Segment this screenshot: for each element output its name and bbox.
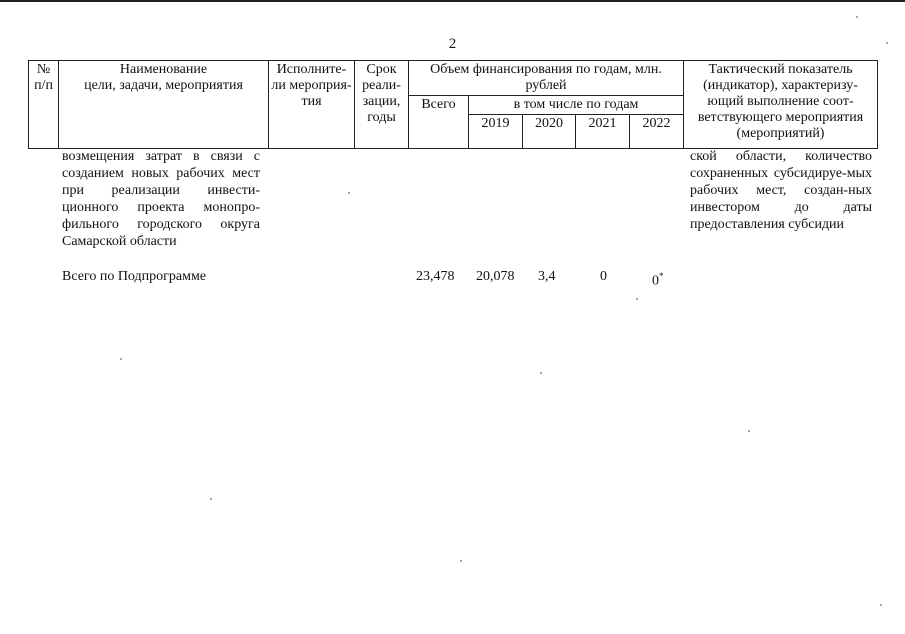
scan-speck: [120, 358, 122, 360]
total-row-label: Всего по Подпрограмме: [62, 269, 207, 284]
header-number: № п/п: [29, 61, 59, 149]
row-name-text: возмещения затрат в связи с созданием новых рабочих мест при реализации инвести-ционного проекта монопро-фильного городского округа Самарской области: [62, 149, 260, 249]
header-term: Срок реали-зации, годы: [355, 61, 409, 149]
scan-speck: [348, 192, 350, 194]
table-header: [28, 60, 878, 149]
total-row-total: 23,478: [416, 269, 455, 284]
scan-speck: [886, 42, 888, 44]
scan-speck: [880, 604, 882, 606]
total-row-2022-value: 0: [652, 273, 659, 289]
scan-speck: [460, 560, 462, 562]
total-row-2019: 20,078: [476, 269, 515, 284]
scan-speck: [748, 430, 750, 432]
header-year-2020: 2020: [523, 115, 576, 149]
total-row-2021: 0: [600, 269, 607, 284]
page-top-border: [0, 0, 905, 2]
header-name-title: Наименование: [119, 62, 208, 77]
scan-speck: [856, 16, 858, 18]
header-by-years: в том числе по годам: [469, 96, 684, 115]
scan-speck: [636, 298, 638, 300]
header-year-2022: 2022: [630, 115, 684, 149]
header-total: Всего: [409, 96, 469, 149]
header-name-subtitle: цели, задачи, мероприятия: [84, 78, 243, 93]
scan-speck: [210, 498, 212, 500]
header-executor: Исполните-ли мероприя-тия: [269, 61, 355, 149]
row-indicator-text: ской области, количество сохраненных субсидируе-мых рабочих мест, создан-ных инвестором до даты предоставления субсидии: [690, 149, 872, 232]
scan-speck: [540, 372, 542, 374]
header-funding: Объем финансирования по годам, млн. рублей: [409, 61, 684, 96]
header-name: [59, 61, 269, 149]
total-row-2020: 3,4: [538, 269, 556, 284]
total-row-2022: [652, 268, 664, 290]
header-year-2021: 2021: [576, 115, 630, 149]
page-number: 2: [448, 36, 457, 52]
header-indicator: Тактический показатель (индикатор), характеризу-ющий выполнение соот-ветствующего мероприятия (мероприятий): [684, 61, 878, 149]
header-year-2019: 2019: [469, 115, 523, 149]
footnote-mark: *: [659, 271, 664, 281]
